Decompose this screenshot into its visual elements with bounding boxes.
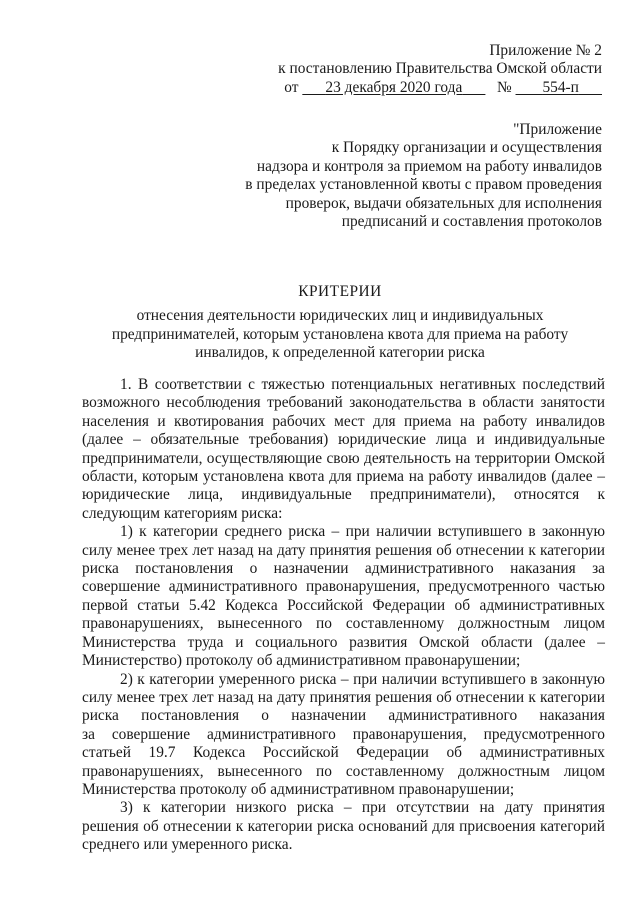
body-line: Министерства протоколу об административном правонарушении; [82, 780, 515, 798]
body-line: первой статьи 5.42 Кодекса Российской Федерации об административных [82, 596, 605, 614]
decree-number: 554-п [542, 78, 579, 96]
note-line: предписаний и составления протоколов [341, 213, 602, 231]
body-line: среднего или умеренного риска. [82, 836, 293, 854]
body-line: 1. В соответствии с тяжестью потенциальных негативных последствий [120, 376, 605, 393]
title-line: предпринимателей, которым установлена квота для приема на работу [111, 325, 569, 343]
body-line: 3) к категории низкого риска – при отсутствии на дату принятия [120, 799, 605, 817]
body-line: правонарушениях, вынесенного по составленному должностным лицом [82, 615, 605, 633]
body-line: риска постановления о назначении административного наказания за [82, 560, 605, 578]
document-title [60, 283, 620, 363]
body-line: возможного несоблюдения требований законодательства в области занятости [82, 394, 605, 412]
note-line: к Порядку организации и осуществления [331, 139, 602, 157]
body-line: Министерство) протоколу об административном правонарушении; [82, 652, 521, 670]
body-line: совершение административного правонарушения, предусмотренного частью [82, 578, 605, 596]
body-line: предприниматели, осуществляющие свою деятельность на территории Омской [82, 449, 605, 467]
note-line: "Приложение [513, 121, 602, 138]
appendix-decree-ref: к постановлению Правительства Омской области [278, 60, 602, 78]
document-body [82, 376, 605, 855]
title-line: инвалидов, к определенной категории риска [195, 344, 485, 362]
body-line: решения об отнесении к категории риска оснований для присвоения категорий [82, 817, 605, 835]
appendix-header [250, 42, 602, 97]
number-prefix: № [496, 78, 512, 96]
body-line: Министерства труда и социального развития Омской области (далее – [82, 633, 605, 651]
body-line: за совершение административного правонарушения, предусмотренного [82, 725, 605, 743]
decree-date: 23 декабря 2020 года [325, 78, 463, 96]
body-line: силу менее трех лет назад на дату принятия решения об отнесении к категории [82, 688, 605, 706]
appendix-date-line [250, 79, 602, 97]
appendix-note [200, 121, 602, 231]
body-line: области, которым установлена квота для приема на работу инвалидов (далее – [82, 468, 605, 486]
title-line: отнесения деятельности юридических лиц и индивидуальных [136, 307, 544, 325]
body-line: юридические лица, индивидуальные предприниматели), относятся к [82, 486, 605, 504]
note-line: в пределах установленной квоты с правом проведения [245, 176, 602, 194]
note-line: проверок, выдачи обязательных для исполнения [285, 194, 602, 212]
note-line: надзора и контроля за приемом на работу инвалидов [256, 157, 602, 175]
body-line: силу менее трех лет назад на дату принятия решения об отнесении к категории [82, 541, 605, 559]
body-line: следующим категориям риска: [82, 504, 283, 522]
date-prefix: от [284, 78, 299, 96]
body-line: 1) к категории среднего риска – при наличии вступившего в законную [120, 523, 605, 541]
title-heading: КРИТЕРИИ [298, 283, 382, 300]
body-line: статьей 19.7 Кодекса Российской Федерации об административных [82, 744, 605, 762]
body-line: правонарушениях, вынесенного по составленному должностным лицом [82, 762, 605, 780]
body-line: риска постановления о назначении административного наказания [82, 707, 605, 725]
body-line: (далее – обязательные требования) юридические лица и индивидуальные [82, 431, 605, 449]
body-line: 2) к категории умеренного риска – при наличии вступившего в законную [120, 670, 605, 688]
appendix-title: Приложение № 2 [489, 42, 602, 59]
body-line: населения и квотирования рабочих мест для приема на работу инвалидов [82, 412, 605, 430]
